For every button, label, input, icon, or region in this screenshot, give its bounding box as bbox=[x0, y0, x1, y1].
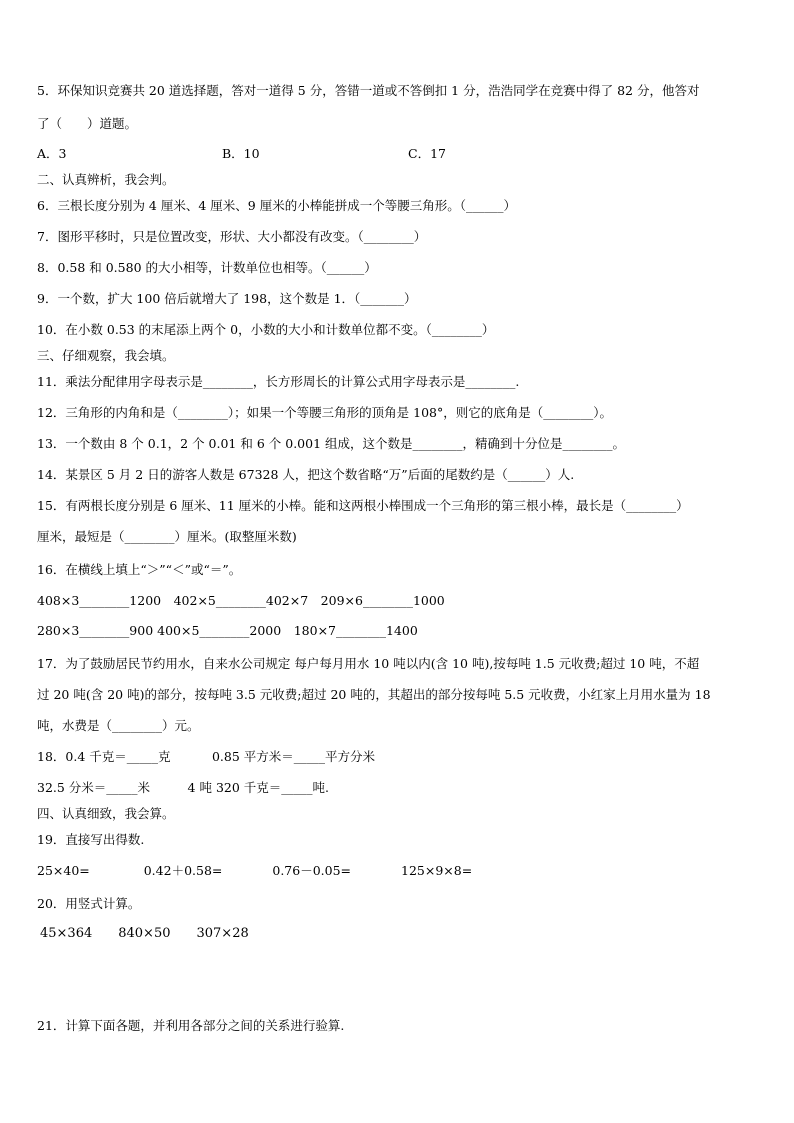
question-16-row-1: 408×3________1200 402×5________402×7 209×6________1000 bbox=[37, 593, 445, 608]
question-8: 8．0.58 和 0.580 的大小相等，计数单位也相等。（______） bbox=[37, 260, 377, 275]
question-15-line-1: 15．有两根长度分别是 6 厘米、11 厘米的小棒。能和这两根小棒围成一个三角形的第三根小棒，最长是（________） bbox=[37, 498, 689, 513]
question-7: 7．图形平移时，只是位置改变，形状、大小都没有改变。（________） bbox=[37, 229, 427, 244]
question-19: 19．直接写出得数. bbox=[37, 832, 145, 847]
question-21: 21．计算下面各题，并利用各部分之间的关系进行验算. bbox=[37, 1018, 345, 1033]
option-c: C．17 bbox=[408, 146, 446, 161]
question-16: 16．在横线上填上“＞”“＜”或“＝”。 bbox=[37, 562, 242, 577]
question-20: 20．用竖式计算。 bbox=[37, 896, 141, 911]
question-17-line-3: 吨，水费是（________）元。 bbox=[37, 718, 200, 733]
question-10: 10．在小数 0.53 的末尾添上两个 0，小数的大小和计数单位都不变。（________） bbox=[37, 322, 495, 337]
question-14: 14．某景区 5 月 2 日的游客人数是 67328 人，把这个数省略“万”后面的尾数约是（______）人. bbox=[37, 467, 575, 482]
question-19-row: 25×40= 0.42＋0.58= 0.76－0.05= 125×9×8= bbox=[37, 863, 473, 878]
question-17-line-1: 17．为了鼓励居民节约用水，自来水公司规定 每户每月用水 10 吨以内(含 10 吨),按每吨 1.5 元收费;超过 10 吨，不超 bbox=[37, 656, 700, 671]
section-4-heading: 四、认真细致，我会算。 bbox=[37, 806, 175, 821]
question-5-line-1: 5．环保知识竞赛共 20 道选择题，答对一道得 5 分，答错一道或不答倒扣 1 分，浩浩同学在竞赛中得了 82 分，他答对 bbox=[37, 83, 700, 98]
question-12: 12．三角形的内角和是（________）；如果一个等腰三角形的顶角是 108°，则它的底角是（________）。 bbox=[37, 405, 612, 420]
question-15-line-2: 厘米，最短是（________）厘米。(取整厘米数) bbox=[37, 529, 297, 544]
option-b: B．10 bbox=[222, 146, 260, 161]
question-9: 9．一个数，扩大 100 倍后就增大了 198，这个数是 1．（_______） bbox=[37, 291, 417, 306]
section-2-heading: 二、认真辨析，我会判。 bbox=[37, 172, 175, 187]
question-16-row-2: 280×3________900 400×5________2000 180×7________1400 bbox=[37, 623, 418, 638]
question-20-row: 45×364 840×50 307×28 bbox=[40, 926, 249, 941]
question-11: 11．乘法分配律用字母表示是________，长方形周长的计算公式用字母表示是________. bbox=[37, 374, 520, 389]
question-17-line-2: 过 20 吨(含 20 吨)的部分，按每吨 3.5 元收费;超过 20 吨的，其超出的部分按每吨 5.5 元收费，小红家上月用水量为 18 bbox=[37, 687, 711, 702]
question-5-line-2: 了（ ）道题。 bbox=[37, 116, 138, 131]
section-3-heading: 三、仔细观察，我会填。 bbox=[37, 348, 175, 363]
question-18-row-1: 18．0.4 千克＝_____克 0.85 平方米＝_____平方分米 bbox=[37, 749, 376, 764]
option-a: A．3 bbox=[37, 146, 67, 161]
question-13: 13．一个数由 8 个 0.1，2 个 0.01 和 6 个 0.001 组成，这个数是________，精确到十分位是________。 bbox=[37, 436, 625, 451]
question-6: 6．三根长度分别为 4 厘米、4 厘米、9 厘米的小棒能拼成一个等腰三角形。（______） bbox=[37, 198, 516, 213]
question-18-row-2: 32.5 分米＝_____米 4 吨 320 千克＝_____吨. bbox=[37, 780, 330, 795]
